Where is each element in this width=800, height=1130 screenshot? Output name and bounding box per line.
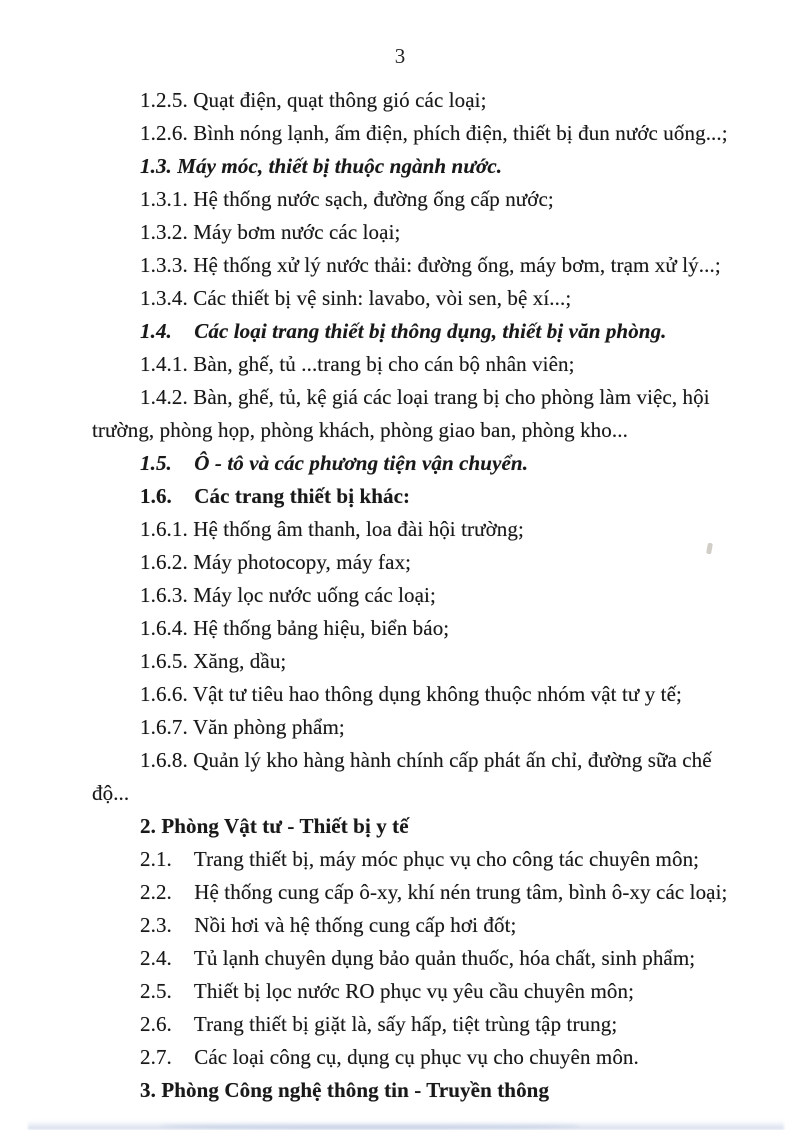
item-text: Trang thiết bị, máy móc phục vụ cho công tác chuyên môn; <box>193 847 700 871</box>
item-number: 1.3.1. <box>140 187 188 211</box>
doc-line <box>92 249 750 282</box>
doc-line <box>92 216 750 249</box>
item-text: Hệ thống âm thanh, loa đài hội trường; <box>193 517 524 541</box>
item-number: 2. <box>140 814 156 838</box>
item-number: 1.6.5. <box>140 649 188 673</box>
item-number: 2.7. <box>140 1045 172 1069</box>
item-text: Máy lọc nước uống các loại; <box>193 583 436 607</box>
doc-line <box>92 678 750 711</box>
item-text: Xăng, dầu; <box>193 649 287 673</box>
doc-line <box>92 645 750 678</box>
doc-line <box>92 183 750 216</box>
doc-line <box>92 447 750 480</box>
item-number: 3. <box>140 1078 156 1102</box>
item-number: 1.3.2. <box>140 220 188 244</box>
item-text: Máy photocopy, máy fax; <box>193 550 412 574</box>
item-number: 1.6.4. <box>140 616 188 640</box>
item-number: 1.6.2. <box>140 550 188 574</box>
item-text: Thiết bị lọc nước RO phục vụ yêu cầu chuyên môn; <box>193 979 635 1003</box>
doc-line <box>92 381 750 447</box>
item-text: Hệ thống cung cấp ô-xy, khí nén trung tâm, bình ô-xy các loại; <box>194 880 728 904</box>
doc-line <box>92 150 750 183</box>
item-text: Các trang thiết bị khác: <box>194 484 411 508</box>
doc-line <box>92 909 750 942</box>
doc-line <box>92 315 750 348</box>
item-text: Trang thiết bị giặt là, sấy hấp, tiệt trùng tập trung; <box>193 1012 618 1036</box>
item-text: Văn phòng phẩm; <box>192 715 345 739</box>
item-text: Bàn, ghế, tủ ...trang bị cho cán bộ nhân viên; <box>193 352 575 376</box>
page-number: 3 <box>394 44 406 68</box>
item-text: Hệ thống xử lý nước thải: đường ống, máy bơm, trạm xử lý...; <box>193 253 721 277</box>
doc-line <box>92 744 750 810</box>
item-number: 2.6. <box>140 1012 172 1036</box>
item-text: Các thiết bị vệ sinh: lavabo, vòi sen, bệ xí...; <box>193 286 572 310</box>
doc-line <box>92 876 750 909</box>
doc-line <box>92 282 750 315</box>
item-text: Bàn, ghế, tủ, kệ giá các loại trang bị cho phòng làm việc, hội trường, phòng họp, phòng khách, phòng giao ban, phòng kho... <box>92 385 710 442</box>
item-number: 1.5. <box>140 451 172 475</box>
doc-line <box>92 513 750 546</box>
doc-line <box>92 810 750 843</box>
item-number: 1.4.1. <box>140 352 188 376</box>
item-number: 1.6.8. <box>140 748 188 772</box>
item-number: 1.4. <box>140 319 172 343</box>
item-number: 1.3.3. <box>140 253 188 277</box>
item-number: 2.2. <box>140 880 172 904</box>
item-text: Hệ thống nước sạch, đường ống cấp nước; <box>193 187 554 211</box>
doc-line <box>92 1074 750 1107</box>
item-text: Hệ thống bảng hiệu, biển báo; <box>193 616 450 640</box>
doc-line <box>92 711 750 744</box>
item-text: Bình nóng lạnh, ấm điện, phích điện, thiết bị đun nước uống...; <box>193 121 728 145</box>
doc-line <box>92 348 750 381</box>
item-text: Phòng Công nghệ thông tin - Truyền thông <box>161 1078 550 1102</box>
item-number: 1.3.4. <box>140 286 188 310</box>
item-number: 2.1. <box>140 847 172 871</box>
item-text: Quạt điện, quạt thông gió các loại; <box>193 88 487 112</box>
item-number: 1.6.7. <box>140 715 188 739</box>
item-text: Tủ lạnh chuyên dụng bảo quản thuốc, hóa chất, sinh phẩm; <box>193 946 696 970</box>
item-number: 1.2.6. <box>140 121 188 145</box>
doc-line <box>92 975 750 1008</box>
item-number: 1.2.5. <box>140 88 188 112</box>
doc-line <box>92 480 750 513</box>
item-text: Vật tư tiêu hao thông dụng không thuộc nhóm vật tư y tế; <box>192 682 682 706</box>
item-number: 1.6. <box>140 484 172 508</box>
item-number: 2.3. <box>140 913 172 937</box>
item-number: 1.6.6. <box>140 682 188 706</box>
item-number: 2.5. <box>140 979 172 1003</box>
item-text: Ô - tô và các phương tiện vận chuyển. <box>194 451 529 475</box>
item-number: 1.4.2. <box>140 385 188 409</box>
scan-artifact-bottom-smudge <box>160 1123 580 1129</box>
item-number: 2.4. <box>140 946 172 970</box>
item-text: Quản lý kho hàng hành chính cấp phát ấn chỉ, đường sữa chế độ... <box>92 748 712 805</box>
item-text: Các loại công cụ, dụng cụ phục vụ cho chuyên môn. <box>194 1045 639 1069</box>
item-text: Máy bơm nước các loại; <box>193 220 401 244</box>
item-number: 1.3. <box>140 154 172 178</box>
item-number: 1.6.3. <box>140 583 188 607</box>
doc-line <box>92 117 750 150</box>
item-text: Phòng Vật tư - Thiết bị y tế <box>161 814 409 838</box>
doc-line <box>92 546 750 579</box>
item-text: Nồi hơi và hệ thống cung cấp hơi đốt; <box>194 913 517 937</box>
doc-line <box>92 579 750 612</box>
document-body <box>0 68 800 1107</box>
doc-line <box>92 612 750 645</box>
item-text: Máy móc, thiết bị thuộc ngành nước. <box>177 154 503 178</box>
item-number: 1.6.1. <box>140 517 188 541</box>
item-text: Các loại trang thiết bị thông dụng, thiết bị văn phòng. <box>194 319 667 343</box>
doc-line <box>92 843 750 876</box>
doc-line <box>92 1008 750 1041</box>
doc-line <box>92 84 750 117</box>
doc-line <box>92 1041 750 1074</box>
doc-line <box>92 942 750 975</box>
